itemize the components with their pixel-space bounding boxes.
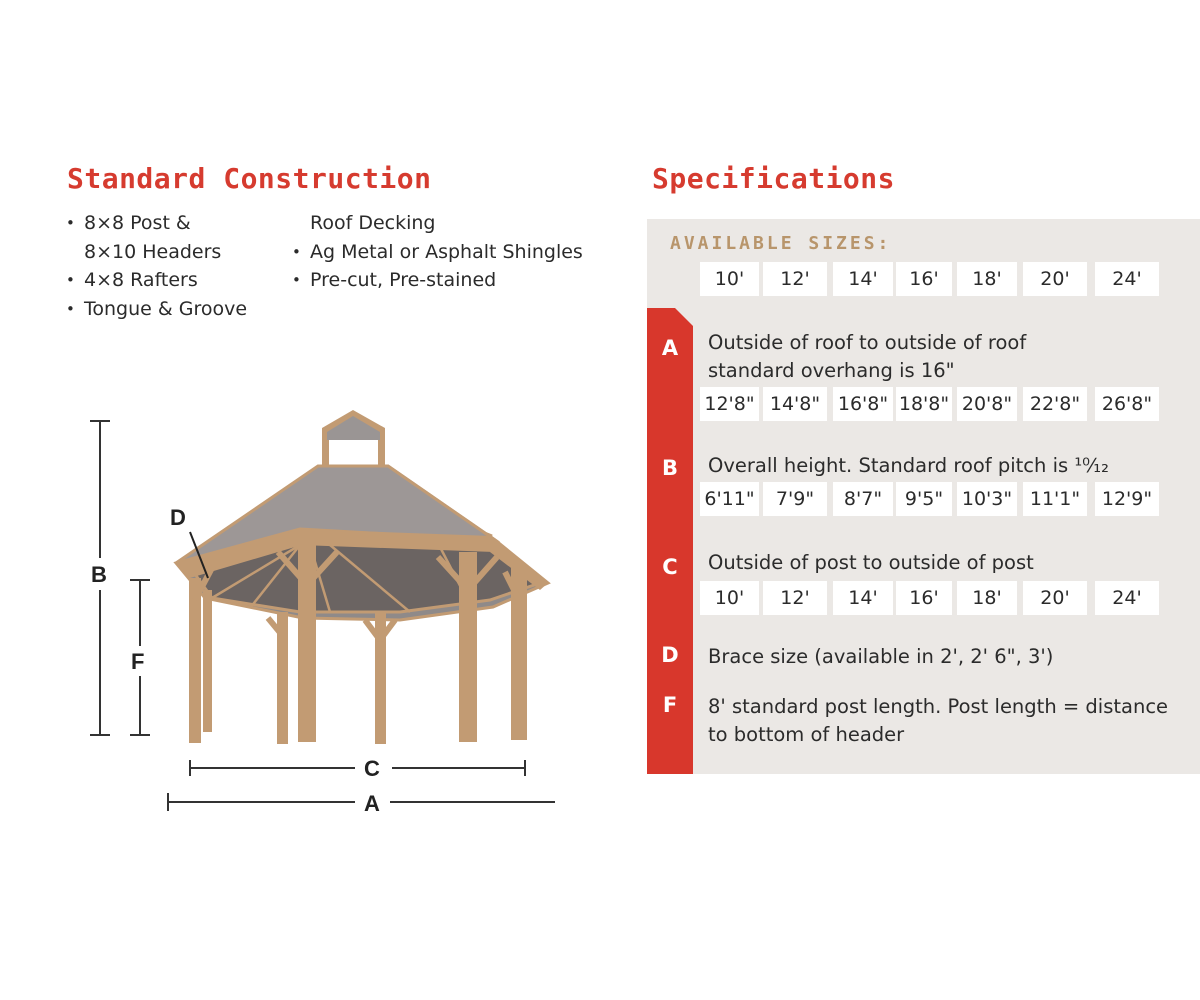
value-cell: 10' [700,581,759,615]
spec-letter-a: A [661,336,679,360]
sizes-row [647,262,1200,296]
dimension-c [190,760,525,776]
value-cell: 12'9" [1095,482,1159,516]
value-cell: 20' [1023,581,1087,615]
spec-f-line1: 8' standard post length. Post length = distance [708,695,1169,718]
label-c: C [364,756,380,781]
spec-d-description: Brace size (available in 2', 2' 6", 3') [708,645,1054,668]
value-cell: 24' [1095,581,1159,615]
value-cell: 16' [896,581,952,615]
features-column-1 [66,209,286,323]
spec-a-description [708,329,1026,385]
label-a: A [364,791,380,816]
value-cell: 22'8" [1023,387,1087,421]
size-cell: 18' [957,262,1017,296]
feature-item: • 4×8 Rafters [66,266,286,295]
value-cell: 9'5" [896,482,952,516]
value-cell: 12'8" [700,387,759,421]
value-cell: 12' [763,581,827,615]
spec-f-line2: to bottom of header [708,723,905,746]
feature-item: • Tongue & Groove [66,295,286,324]
feature-item: 8×10 Headers [84,240,222,263]
feature-item: • Pre-cut, Pre-stained [292,266,592,295]
gazebo-diagram [80,400,600,830]
spec-a-values [647,387,1200,421]
feature-item: • 8×8 Post & [66,209,286,238]
spec-letter-b: B [661,456,678,480]
label-b: B [91,562,107,587]
size-cell: 20' [1023,262,1087,296]
label-d: D [170,505,186,530]
size-cell: 16' [896,262,952,296]
cupola [322,410,385,470]
value-cell: 14'8" [763,387,827,421]
size-cell: 14' [833,262,893,296]
value-cell: 26'8" [1095,387,1159,421]
spec-letter-c: C [662,555,678,579]
value-cell: 20'8" [957,387,1017,421]
feature-item: • Ag Metal or Asphalt Shingles [292,238,592,267]
spec-f-description [708,693,1168,749]
value-cell: 8'7" [833,482,893,516]
spec-b-description: Overall height. Standard roof pitch is ¹⁰⁄₁₂ [708,454,1109,477]
spec-c-description: Outside of post to outside of post [708,551,1034,574]
value-cell: 18'8" [896,387,952,421]
standard-construction-title: Standard Construction [67,162,432,195]
feature-item: Roof Decking [310,212,436,234]
value-cell: 7'9" [763,482,827,516]
spec-letter-d: D [661,643,679,667]
value-cell: 18' [957,581,1017,615]
value-cell: 6'11" [700,482,759,516]
value-cell: 10'3" [957,482,1017,516]
spec-b-values [647,482,1200,516]
spec-c-values [647,581,1200,615]
features-column-2 [292,209,592,295]
value-cell: 14' [833,581,893,615]
spec-a-line1: Outside of roof to outside of roof [708,331,1027,354]
value-cell: 16'8" [833,387,893,421]
size-cell: 12' [763,262,827,296]
dimension-a [168,793,555,811]
size-cell: 10' [700,262,759,296]
spec-a-line2: standard overhang is 16" [708,359,955,382]
available-sizes-label: AVAILABLE SIZES: [670,233,892,254]
spec-letter-f: F [662,693,678,717]
size-cell: 24' [1095,262,1159,296]
specifications-title: Specifications [652,162,896,195]
label-f: F [131,649,145,674]
value-cell: 11'1" [1023,482,1087,516]
